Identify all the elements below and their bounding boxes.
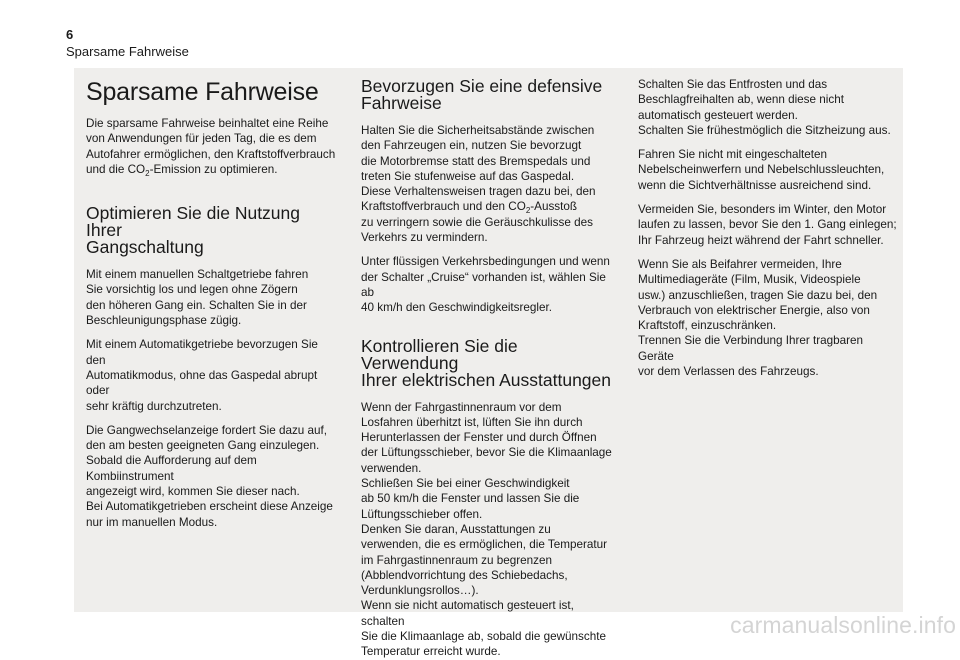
page-number: 6 — [66, 27, 74, 42]
section-heading-gear: Optimieren Sie die Nutzung Ihrer Gangschaltung — [86, 203, 300, 258]
paragraph-idle-engine: Vermeiden Sie, besonders im Winter, den Motor laufen zu lassen, bevor Sie den 1. Gang einlegen; Ihr Fahrzeug heizt während der Fahrt schneller. — [638, 203, 897, 247]
running-header: Sparsame Fahrweise — [66, 44, 189, 59]
paragraph-automatic-gearbox: Mit einem Automatikgetriebe bevorzugen Sie den Automatikmodus, ohne das Gaspedal abrupt oder sehr kräftig durchzutreten. — [86, 338, 318, 413]
paragraph-multimedia: Wenn Sie als Beifahrer vermeiden, Ihre Multimediageräte (Film, Musik, Videospiele usw.) anzuschließen, tragen Sie dazu bei, den Verbrauch von elektrischer Energie, also von Kraftstoff, einzuschränken. Trennen Sie die Verbindung Ihrer tragbaren Geräte vor dem Verlassen des Fahrzeugs. — [638, 257, 878, 379]
section-heading-defensive: Bevorzugen Sie eine defensive Fahrweise — [361, 76, 603, 113]
text-line: -Emission zu optimieren. — [149, 162, 278, 176]
paragraph-fog-lights: Fahren Sie nicht mit eingeschalteten Nebelscheinwerfern und Nebelschlussleuchten, wenn die Sichtverhältnisse ausreichend sind. — [638, 148, 885, 192]
paragraph-gear-indicator: Die Gangwechselanzeige fordert Sie dazu auf, den am besten geeigneten Gang einzulegen. Sobald die Aufforderung auf dem Kombiinstrument angezeigt wird, kommen Sie dieser nach. Bei Automatikgetrieben erscheint diese Anzeige nur im manuellen Modus. — [86, 423, 333, 529]
watermark-text: carmanualsonline.info — [730, 612, 956, 638]
text-line: Die sparsame Fahrweise beinhaltet eine Reihe — [86, 117, 329, 130]
paragraph-electrical-equipment: Wenn der Fahrgastinnenraum vor dem Losfahren überhitzt ist, lüften Sie ihn durch Herunterlassen der Fenster und durch Öffnen der Lüftungsschieber, bevor Sie die Klimaanlage verwenden. Schließen Sie bei einer Geschwindigkeit ab 50 km/h die Fenster und lassen Sie die Lüftungsschieber offen. Denken Sie daran, Ausstattungen zu verwenden, die es ermöglichen, die Temperatur im Fahrgastinnenraum zu begrenzen (Abblendvorrichtung des Schiebedachs, Verdunklungsrollos…). Wenn sie nicht automatisch gesteuert ist, schalten Sie die Klimaanlage ab, sobald die gewünschte Temperatur erreicht wurde. — [361, 400, 612, 659]
text-line: Autofahrer ermöglichen, den Kraftstoffverbrauch — [86, 147, 336, 161]
paragraph-manual-gearbox: Mit einem manuellen Schaltgetriebe fahren Sie vorsichtig los und legen ohne Zögern den höheren Gang ein. Schalten Sie in der Beschleunigungsphase zügig. — [86, 268, 309, 328]
column-2 — [361, 78, 619, 660]
paragraph-cruise: Unter flüssigen Verkehrsbedingungen und wenn der Schalter „Cruise“ vorhanden ist, wählen Sie ab 40 km/h den Geschwindigkeitsregler. — [361, 255, 610, 315]
page-title: Sparsame Fahrweise — [86, 78, 319, 106]
paragraph-defrost: Schalten Sie das Entfrosten und das Beschlagfreihalten ab, wenn diese nicht automatisch gesteuert werden. Schalten Sie frühestmöglich die Sitzheizung aus. — [638, 78, 891, 137]
text-line: von Anwendungen für jeden Tag, die es dem — [86, 132, 317, 146]
column-1 — [86, 68, 336, 530]
subscript: 2 — [525, 206, 531, 216]
intro-paragraph — [86, 116, 336, 177]
section-heading-electrical: Kontrollieren Sie die Verwendung Ihrer elektrischen Ausstattungen — [361, 335, 612, 390]
text-line: und die CO — [86, 162, 146, 176]
subscript: 2 — [145, 168, 150, 178]
column-3 — [638, 77, 898, 379]
paragraph-defensive-driving: Halten Sie die Sicherheitsabstände zwischen den Fahrzeugen ein, nutzen Sie bevorzugt die Motorbremse statt des Bremspedals und treten Sie stufenweise auf das Gaspedal. Diese Verhaltensweisen tragen dazu bei, den Kraftstoffverbrauch und den $CO_2$-Ausstoß zu verringern sowie die Geräuschkulisse des Verkehrs zu vermindern. — [361, 124, 596, 245]
